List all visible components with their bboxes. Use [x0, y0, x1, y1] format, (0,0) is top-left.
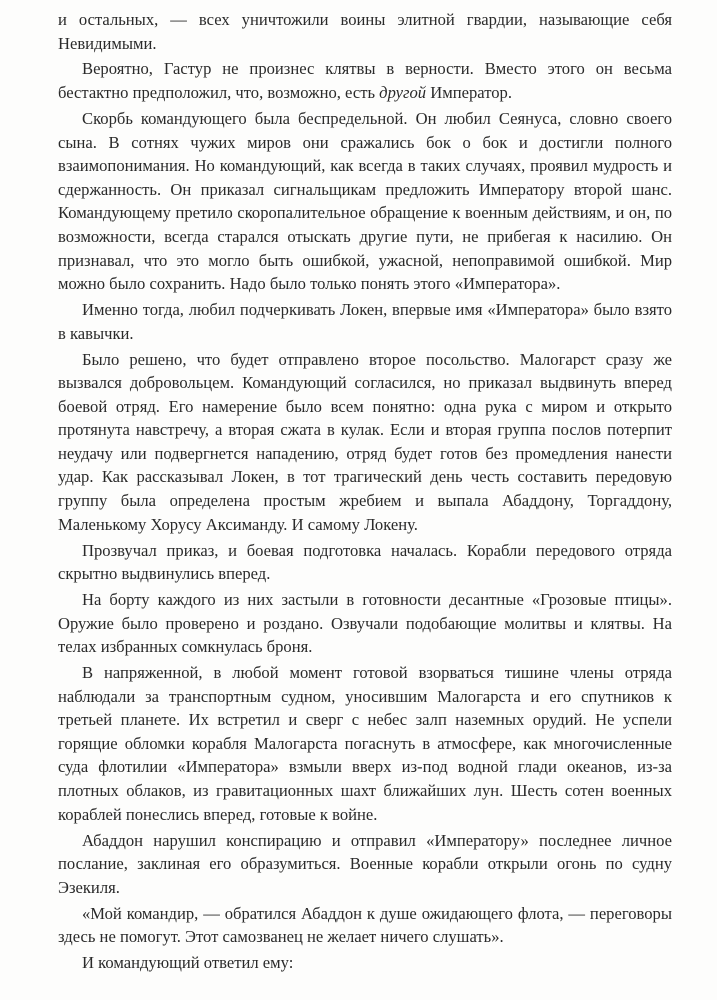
paragraph-text: На борту каждого из них застыли в готовности десантные «Грозовые птицы». Оружие было проверено и роздано. Озвучали подобающие молитвы и клятвы. На телах избранных сомкнулась броня. — [58, 590, 672, 657]
italic-emphasis: другой — [379, 83, 427, 103]
paragraph-text: Прозвучал приказ, и боевая подготовка началась. Корабли передового отряда скрытно выдвинулись вперед. — [58, 540, 672, 584]
page-text — [58, 8, 672, 977]
paragraph-text: Вероятно, Гастур не произнес клятвы в верности. Вместо этого он весьма бестактно предположил, что, возможно, есть — [58, 59, 672, 103]
paragraph-text: Скорбь командующего была беспредельной. Он любил Сеянуса, словно своего сына. В сотнях чужих миров они сражались бок о бок и достигли полного взаимопонимания. Но командующий, как всегда в таких случаях, проявил мудрость и сдержанность. Он приказал сигнальщикам предложить Императору второй шанс. Командующему претило скоропалительное обращение к военным действиям, и он, по возможности, всегда старался отыскать другие пути, не прибегая к насилию. Он признавал, что это могло быть ошибкой, ужасной, непоправимой ошибкой. Мир можно было сохранить. Надо было только понять этого «Императора». — [58, 108, 672, 294]
paragraph-text: Император. — [426, 83, 512, 103]
paragraph — [58, 8, 672, 55]
paragraph — [58, 57, 672, 104]
paragraph-text: «Мой командир, — обратился Абаддон к душе ожидающего флота, — переговоры здесь не помогут. Этот самозванец не желает ничего слушать». — [58, 903, 672, 947]
paragraph — [58, 661, 672, 826]
paragraph — [58, 539, 672, 586]
paragraph — [58, 829, 672, 900]
paragraph-text: В напряженной, в любой момент готовой взорваться тишине члены отряда наблюдали за транспортным судном, уносившим Малогарста и его спутников к третьей планете. Их встретил и сверг с небес залп наземных орудий. Не успели горящие обломки корабля Малогарста погаснуть в атмосфере, как многочисленные суда флотилии «Императора» взмыли вверх из-под водной глади океанов, из-за плотных облаков, из гравитационных шахт ближайших лун. Шесть сотен военных кораблей понеслись вперед, готовые к войне. — [58, 663, 672, 824]
paragraph — [58, 348, 672, 537]
paragraph — [58, 588, 672, 659]
paragraph-text: и остальных, — всех уничтожили воины элитной гвардии, называющие себя Невидимыми. — [58, 10, 672, 53]
paragraph-text: И командующий ответил ему: — [82, 953, 294, 973]
paragraph — [58, 298, 672, 345]
paragraph-text: Именно тогда, любил подчеркивать Локен, впервые имя «Императора» было взято в кавычки. — [58, 300, 672, 343]
paragraph — [58, 902, 672, 949]
paragraph-text: Было решено, что будет отправлено второе посольство. Малогарст сразу же вызвался добровольцем. Командующий согласился, но приказал выдвинуть вперед боевой отряд. Его намерение было всем понятно: одна рука с миром и открыто протянута навстречу, а вторая сжата в кулак. Если и вторая группа послов потерпит неудачу или подвергнется нападению, отряд будет готов без промедления нанести удар. Как рассказывал Локен, в тот трагический день честь составить передовую группу была определена простым жребием и выпала Абаддону, Торгаддону, Маленькому Хорусу Аксиманду. И самому Локену. — [58, 349, 672, 534]
paragraph — [58, 951, 672, 975]
paragraph-text: Абаддон нарушил конспирацию и отправил «Императору» последнее личное послание, заклиная его образумиться. Военные корабли открыли огонь по судну Эзекиля. — [58, 830, 672, 897]
paragraph — [58, 107, 672, 296]
